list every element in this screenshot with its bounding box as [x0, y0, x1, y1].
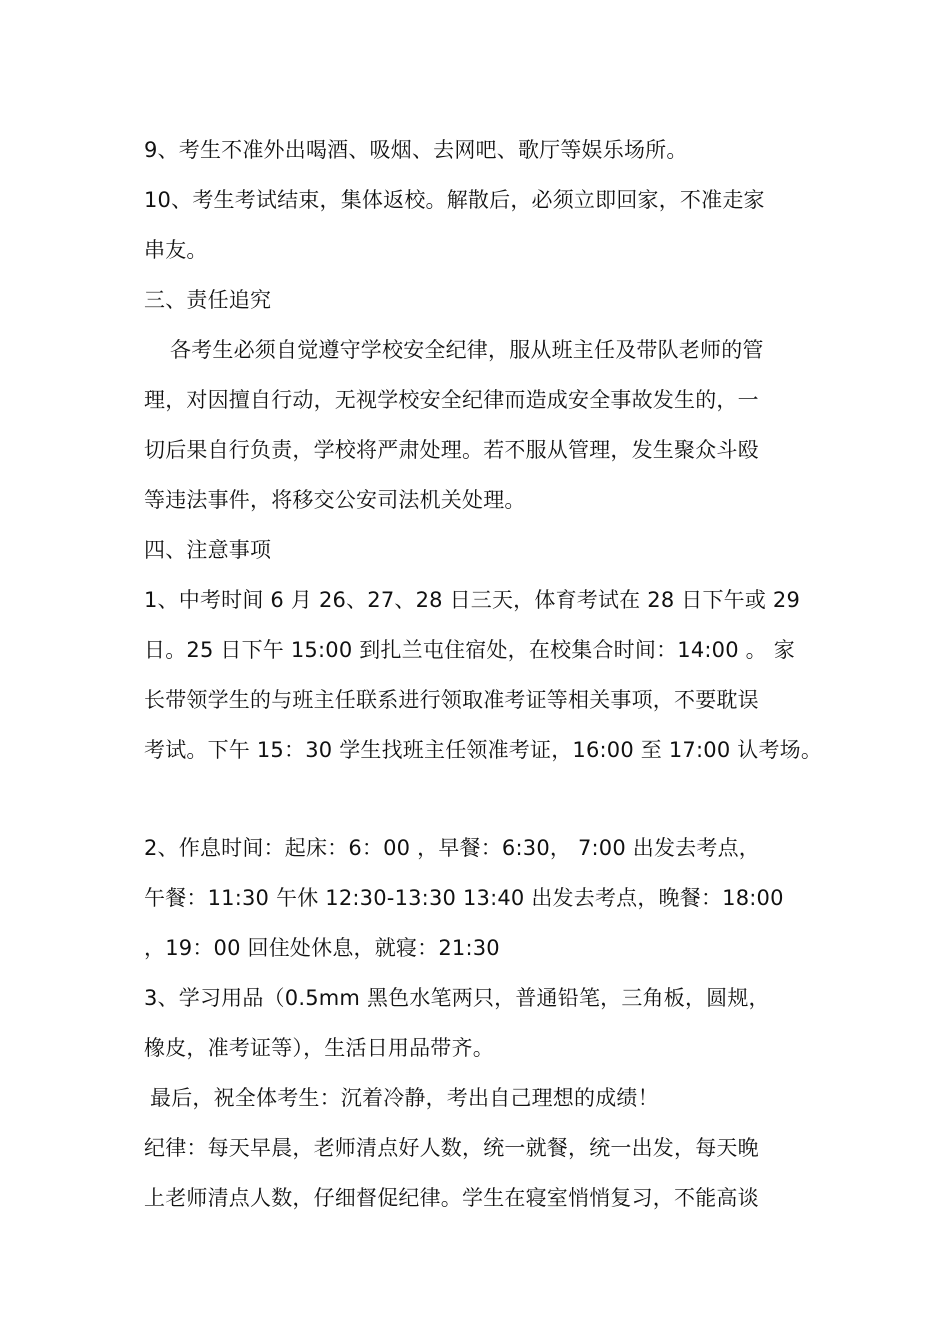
note-3-line-1: 3、学习用品（0.5mm 黑色水笔两只，普通铅笔，三角板，圆规，: [144, 986, 770, 1010]
rule-10-line: 10、考生考试结束，集体返校。解散后，必须立即回家，不准走家: [144, 188, 765, 212]
section-heading-notes: 四、注意事项: [144, 538, 272, 562]
note-1-line-2: 日。25 日下午 15:00 到扎兰屯住宿处，在校集合时间：14:00 。 家: [144, 638, 795, 662]
responsibility-paragraph-line-2: 理，对因擅自行动，无视学校安全纪律而造成安全事故发生的，一: [144, 388, 759, 412]
closing-wish: 最后，祝全体考生：沉着冷静，考出自己理想的成绩！: [150, 1086, 659, 1110]
responsibility-paragraph-line-1: 各考生必须自觉遵守学校安全纪律，服从班主任及带队老师的管: [170, 338, 764, 362]
note-1-line-4: 考试。下午 15：30 学生找班主任领准考证，16:00 至 17:00 认考场。: [144, 738, 823, 762]
note-1-line-1: 1、中考时间 6 月 26、27、28 日三天，体育考试在 28 日下午或 29: [144, 588, 801, 612]
rule-10-continuation: 串友。: [144, 238, 208, 262]
rule-9-line: 9、考生不准外出喝酒、吸烟、去网吧、歌厅等娱乐场所。: [144, 138, 688, 162]
responsibility-paragraph-line-3: 切后果自行负责，学校将严肃处理。若不服从管理，发生聚众斗殴: [144, 438, 759, 462]
note-1-line-3: 长带领学生的与班主任联系进行领取准考证等相关事项，不要耽误: [144, 688, 759, 712]
note-2-line-1: 2、作息时间：起床：6：00 ，早餐：6:30， 7:00 出发去考点，: [144, 836, 760, 860]
note-3-line-2: 橡皮，准考证等），生活日用品带齐。: [144, 1036, 494, 1060]
responsibility-paragraph-line-4: 等违法事件，将移交公安司法机关处理。: [144, 488, 526, 512]
section-heading-responsibility: 三、责任追究: [144, 288, 272, 312]
discipline-line-2: 上老师清点人数，仔细督促纪律。学生在寝室悄悄复习，不能高谈: [144, 1186, 759, 1210]
note-2-line-3: ，19：00 回住处休息，就寝：21:30: [144, 936, 500, 960]
discipline-line-1: 纪律：每天早晨，老师清点好人数，统一就餐，统一出发，每天晚: [144, 1136, 759, 1160]
note-2-line-2: 午餐：11:30 午休 12:30-13:30 13:40 出发去考点，晚餐：18:00: [144, 886, 784, 910]
